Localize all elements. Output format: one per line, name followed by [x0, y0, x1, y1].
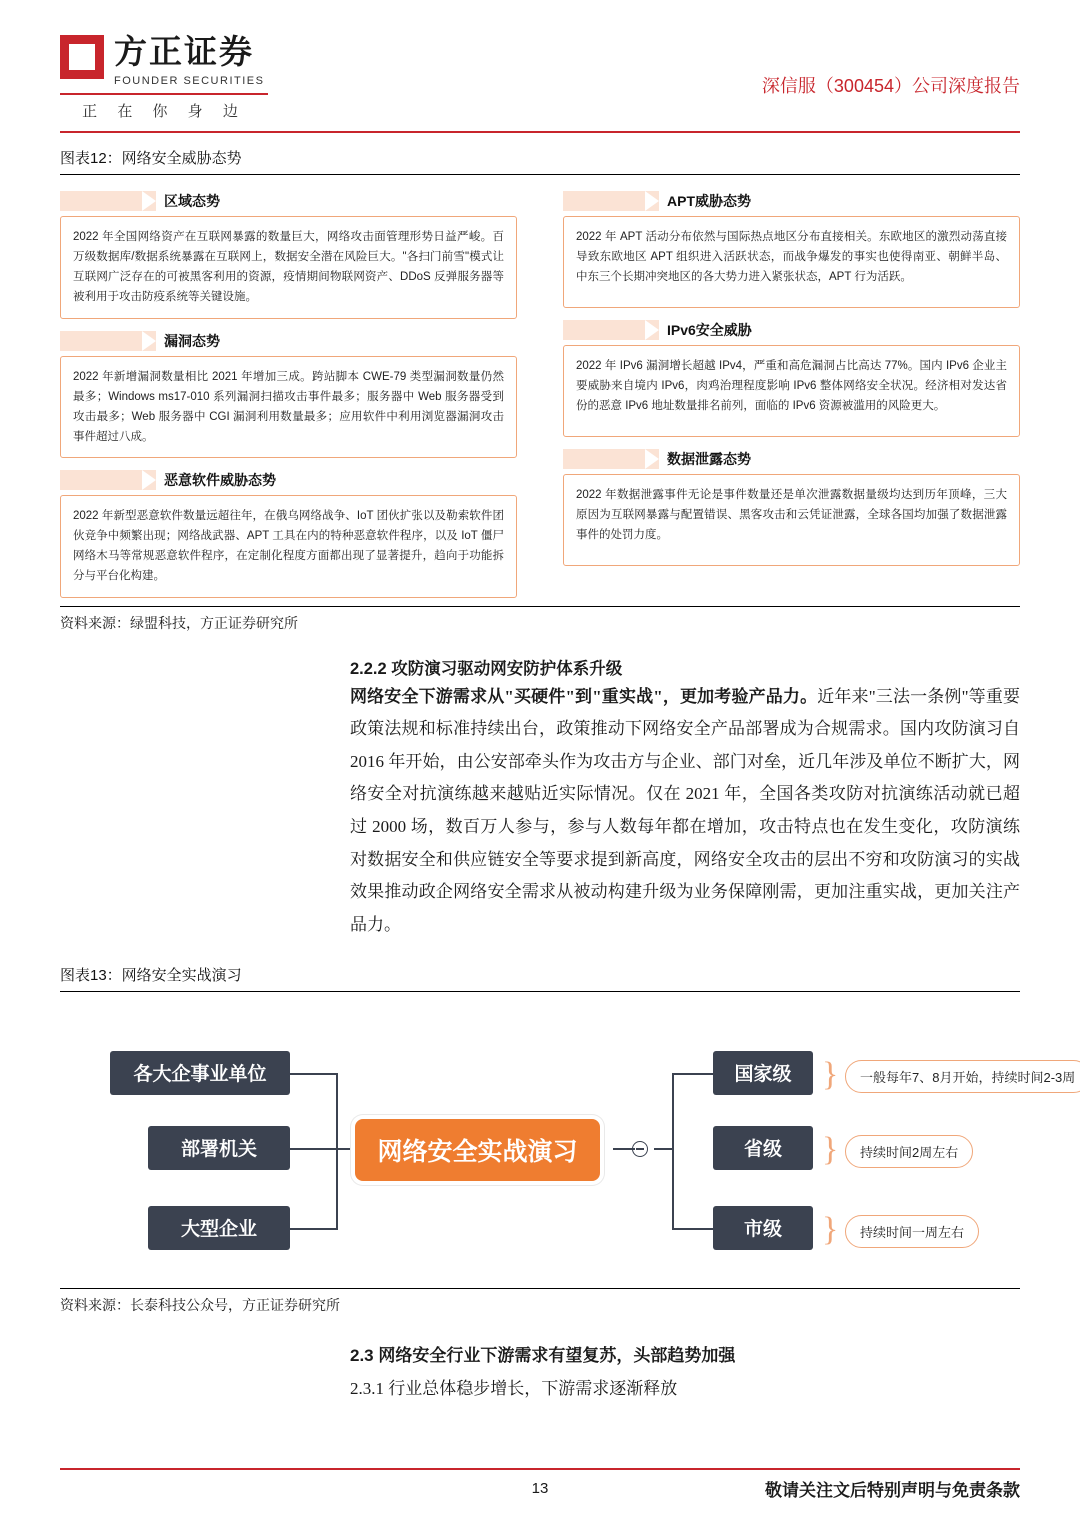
note-provincial-level: 持续时间2周左右 [845, 1135, 973, 1168]
founder-logo-icon [60, 35, 104, 79]
node-enterprise-units[interactable]: 各大企事业单位 [110, 1051, 290, 1095]
threat-block [60, 191, 517, 319]
figure13 [60, 1020, 1076, 1280]
figure13-caption: 图表13：网络安全实战演习 [60, 966, 242, 984]
footer-note: 敬请关注文后特别声明与免责条款 [765, 1481, 1020, 1500]
threat-text: 2022 年新增漏洞数量相比 2021 年增加三成。跨站脚本 CWE-79 类型漏洞数量仍然最多；Windows ms17-010 系列漏洞扫描攻击事件最多；服务器中 Web 服务器受到攻击最多；Web 服务器中 CGI 漏洞利用数量最多；应用软件中利用浏览器漏洞攻击事件超过八成。 [60, 356, 517, 459]
figure12-source: 资料来源：绿盟科技，方正证券研究所 [60, 606, 1020, 633]
connector-line [336, 1073, 338, 1230]
figure12-caption-rule [60, 174, 1020, 175]
connector-line [672, 1228, 714, 1230]
threat-text: 2022 年 APT 活动分布依然与国际热点地区分布直接相关。东欧地区的激烈动荡直接导致东欧地区 APT 组织进入活跃状态，而战争爆发的事实也使得南亚、朝鲜半岛、中东三个长期冲突地区的各大势力进入紧张状态，APT 行为活跃。 [563, 216, 1020, 308]
banner-icon [60, 470, 156, 490]
footer-divider [60, 1468, 1020, 1470]
header-report-title-wrap [762, 72, 1020, 98]
section-2-3-1-heading: 2.3.1 行业总体稳步增长，下游需求逐渐释放 [350, 1378, 678, 1398]
logo-divider [60, 93, 268, 95]
header-divider [60, 131, 1020, 133]
connector-line [290, 1073, 338, 1075]
brace-icon: } [822, 1055, 839, 1093]
page-number: 13 [531, 1480, 549, 1497]
section-paragraph [350, 681, 1020, 942]
node-deployment-agency[interactable]: 部署机关 [148, 1126, 290, 1170]
logo-text-en: FOUNDER SECURITIES [114, 75, 265, 87]
threat-block [60, 470, 517, 598]
brace-icon: } [822, 1210, 839, 1248]
connector-line [654, 1148, 674, 1150]
banner-icon [563, 191, 659, 211]
banner-icon [60, 331, 156, 351]
figure13-source: 资料来源：长泰科技公众号，方正证券研究所 [60, 1288, 1020, 1315]
collapse-toggle-icon[interactable] [632, 1141, 648, 1157]
section-body: 近年来"三法一条例"等重要政策法规和标准持续出台，政策推动下网络安全产品部署成为合规需求。国内攻防演习自 2016 年开始，由公安部牵头作为攻击方与企业、部门对垒，近几年涉及单位不断扩大，网络安全对抗演练越来越贴近实际情况。仅在 2021 年，全国各类攻防对抗演练活动就已超过 2000 场，数百万人参与，参与人数每年都在增加，攻击特点也在发生变化，攻防演练对数据安全和供应链安全等要求提到新高度，网络安全攻击的层出不穷和攻防演习的实战效果推动政企网络安全需求从被动构建升级为业务保障刚需，更加注重实战，更加关注产品力。 [350, 686, 1020, 934]
banner-icon [60, 191, 156, 211]
connector-line [290, 1148, 355, 1150]
threat-text: 2022 年全国网络资产在互联网暴露的数量巨大，网络攻击面管理形势日益严峻。百万级数据库/数据系统暴露在互联网上，数据安全潜在风险巨大。"各扫门前雪"模式让互联网广泛存在的可被黑客利用的资源，疫情期间物联网资产、DDoS 反弹服务器等被利用于攻击防疫系统等关键设施。 [60, 216, 517, 319]
threat-title: APT威胁态势 [667, 193, 751, 209]
figure12-left-column [60, 191, 517, 598]
page-header [60, 0, 1020, 121]
threat-block [563, 191, 1020, 308]
threat-text: 2022 年数据泄露事件无论是事件数量还是单次泄露数据量级均达到历年顶峰，三大原因为互联网暴露与配置错误、黑客攻击和云凭证泄露，全球各国均加强了数据泄露事件的处罚力度。 [563, 474, 1020, 566]
node-provincial-level[interactable]: 省级 [713, 1126, 813, 1170]
logo-text-cn: 方正证券 [114, 33, 254, 70]
threat-text: 2022 年新型恶意软件数量远超往年，在俄乌网络战争、IoT 团伙扩张以及勒索软件团伙竞争中频繁出现；网络战武器、APT 工具在内的特种恶意软件程序，以及 IoT 僵尸网络木马等常规恶意软件程序，在定制化程度方面都出现了显著提升，趋向于功能拆分与平台化构建。 [60, 495, 517, 598]
report-title: 深信服（300454）公司深度报告 [761, 76, 1020, 96]
banner-icon [563, 320, 659, 340]
connector-line [672, 1073, 674, 1230]
connector-line [672, 1073, 714, 1075]
threat-block [563, 449, 1020, 566]
threat-title: 漏洞态势 [164, 332, 220, 349]
threat-text: 2022 年 IPv6 漏洞增长超越 IPv4，严重和高危漏洞占比高达 77%。国内 IPv6 企业主要威胁来自境内 IPv6，肉鸡治理程度影响 IPv6 整体网络安全状况。经济相对发达省份的恶意 IPv6 地址数量排名前列，面临的 IPv6 资源被滥用的风险更大。 [563, 345, 1020, 437]
page-footer [60, 1468, 1020, 1500]
company-logo [60, 26, 268, 121]
threat-title: 区域态势 [164, 193, 220, 209]
threat-title: 数据泄露态势 [667, 451, 751, 467]
threat-block [60, 331, 517, 459]
connector-line [290, 1228, 338, 1230]
section-2-2-2 [60, 655, 1020, 942]
brace-icon: } [822, 1130, 839, 1168]
figure12-caption: 图表12：网络安全威胁态势 [60, 150, 242, 167]
node-center-drill[interactable]: 网络安全实战演习 [355, 1119, 600, 1181]
node-municipal-level[interactable]: 市级 [713, 1206, 813, 1250]
threat-title: 恶意软件威胁态势 [164, 472, 276, 488]
note-national-level: 一般每年7、8月开始，持续时间2-3周 [845, 1060, 1080, 1093]
section-2-3-heading: 2.3 网络安全行业下游需求有望复苏，头部趋势加强 [350, 1345, 736, 1365]
note-municipal-level: 持续时间一周左右 [845, 1215, 979, 1248]
banner-icon [563, 449, 659, 469]
figure12-right-column [563, 191, 1020, 598]
node-large-enterprise[interactable]: 大型企业 [148, 1206, 290, 1250]
logo-slogan: 正 在 你 身 边 [82, 103, 246, 120]
node-national-level[interactable]: 国家级 [713, 1051, 813, 1095]
threat-block [563, 320, 1020, 437]
figure13-caption-rule [60, 991, 1020, 992]
section-heading: 2.2.2 攻防演习驱动网安防护体系升级 [350, 659, 623, 678]
threat-title: IPv6安全威胁 [667, 322, 752, 338]
section-lead: 网络安全下游需求从"买硬件"到"重实战"，更加考验产品力。 [350, 686, 818, 706]
figure12 [60, 191, 1020, 598]
